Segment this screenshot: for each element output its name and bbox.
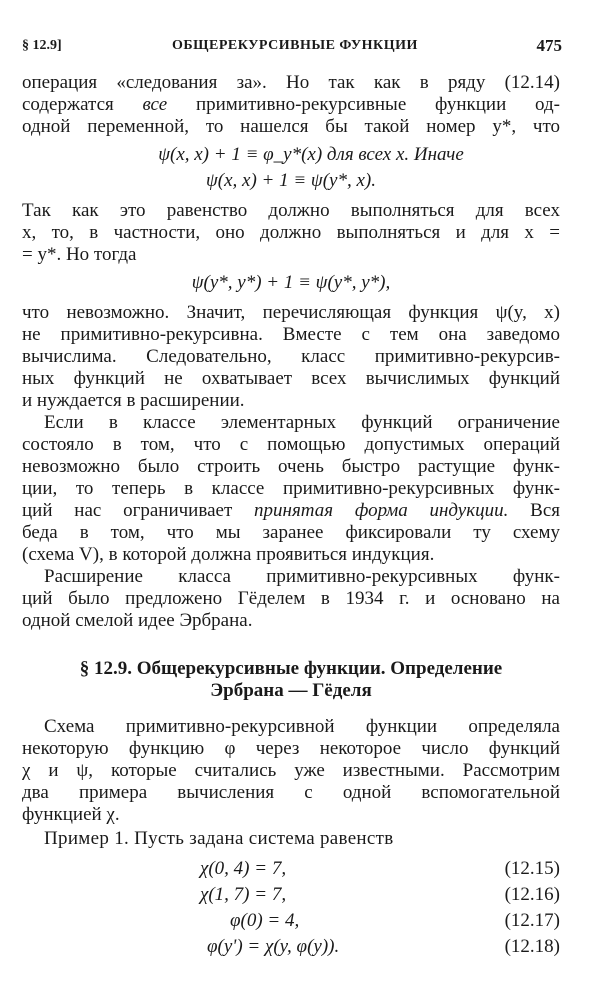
paragraph-1 bbox=[22, 72, 560, 138]
equation-number: (12.15) bbox=[504, 858, 560, 879]
paragraph-2 bbox=[22, 200, 560, 266]
text-line: = y*. Но тогда bbox=[22, 244, 137, 265]
text-line: невозможно было строить очень быстро растущие функ- bbox=[22, 456, 560, 477]
example-intro: Пример 1. Пусть задана система равенств bbox=[44, 828, 394, 849]
text-line: операция «следования за». Но так как в ряду (12.14) bbox=[22, 72, 560, 93]
formula: ψ(y*, y*) + 1 ≡ ψ(y*, y*), bbox=[191, 272, 391, 293]
text-line: (схема V), в которой должна проявиться индукция. bbox=[22, 544, 435, 565]
equation-number: (12.18) bbox=[504, 936, 560, 957]
text-line: одной переменной, то нашелся бы такой номер y*, что bbox=[22, 116, 560, 137]
text-line: x, то, в частности, оно должно выполняться и для x = bbox=[22, 222, 560, 243]
running-header bbox=[22, 36, 562, 58]
formula-line bbox=[22, 142, 560, 168]
text-line: что невозможно. Значит, перечисляющая функция ψ(y, x) bbox=[22, 302, 560, 323]
text-line: χ и ψ, которые считались уже известными. Рассмотрим bbox=[22, 760, 560, 781]
text-line: одной смелой идее Эрбрана. bbox=[22, 610, 253, 631]
text-line: два примера вычисления с одной вспомогательной bbox=[22, 782, 560, 803]
text-line: Расширение класса примитивно-рекурсивных функ- bbox=[44, 566, 560, 587]
header-title: ОБЩЕРЕКУРСИВНЫЕ ФУНКЦИИ bbox=[172, 38, 418, 53]
equation-number: (12.17) bbox=[504, 910, 560, 931]
equation-row bbox=[22, 908, 560, 934]
text-line: состояло в том, что с помощью допустимых операций bbox=[22, 434, 560, 455]
equation-list bbox=[22, 856, 560, 960]
heading-line: § 12.9. Общерекурсивные функции. Определение bbox=[79, 658, 503, 679]
text-line: и нуждается в расширении. bbox=[22, 390, 245, 411]
text-line: Так как это равенство должно выполняться для всех bbox=[22, 200, 560, 221]
formula: ψ(x, x) + 1 ≡ φ_y*(x) для всех x. Иначе bbox=[158, 144, 464, 165]
page-number: 475 bbox=[536, 36, 562, 55]
formula: ψ(x, x) + 1 ≡ ψ(y*, x). bbox=[205, 170, 377, 191]
text-line: Схема примитивно-рекурсивной функции определяла bbox=[44, 716, 560, 737]
formula-line bbox=[22, 270, 560, 296]
text-line: ций нас ограничивает принятая форма индукции. Вся bbox=[22, 500, 560, 521]
text-line: беда в том, что мы заранее фиксировали ту схему bbox=[22, 522, 560, 543]
text-line: не примитивно-рекурсивна. Вместе с тем она заведомо bbox=[22, 324, 560, 345]
page-body bbox=[22, 72, 560, 960]
text-line: ных функций не охватывает всех вычислимых функций bbox=[22, 368, 560, 389]
paragraph-5 bbox=[22, 566, 560, 632]
text-line: ций было предложено Гёделем в 1934 г. и основано на bbox=[22, 588, 560, 609]
equation: φ(0) = 4, bbox=[230, 910, 300, 931]
text-line: функцией χ. bbox=[22, 804, 120, 825]
text-line: некоторую функцию φ через некоторое число функций bbox=[22, 738, 560, 759]
equation-row bbox=[22, 882, 560, 908]
text-line: вычислима. Следовательно, класс примитивно-рекурсив- bbox=[22, 346, 560, 367]
equation-number: (12.16) bbox=[504, 884, 560, 905]
equation-row bbox=[22, 934, 560, 960]
text-line: ции, то теперь в классе примитивно-рекурсивных функ- bbox=[22, 478, 560, 499]
heading-line: Эрбрана — Гёделя bbox=[210, 680, 372, 701]
equation: χ(1, 7) = 7, bbox=[200, 884, 287, 905]
text-line: Если в классе элементарных функций ограничение bbox=[44, 412, 560, 433]
formula-line bbox=[22, 168, 560, 194]
equation-row bbox=[22, 856, 560, 882]
equation: χ(0, 4) = 7, bbox=[200, 858, 287, 879]
paragraph-6 bbox=[22, 716, 560, 826]
paragraph-4 bbox=[22, 412, 560, 566]
equation: φ(y') = χ(y, φ(y)). bbox=[207, 936, 340, 957]
paragraph-3 bbox=[22, 302, 560, 412]
header-section: § 12.9] bbox=[22, 38, 62, 53]
text-line: содержатся все примитивно-рекурсивные функции од- bbox=[22, 94, 560, 115]
section-heading bbox=[22, 658, 560, 702]
